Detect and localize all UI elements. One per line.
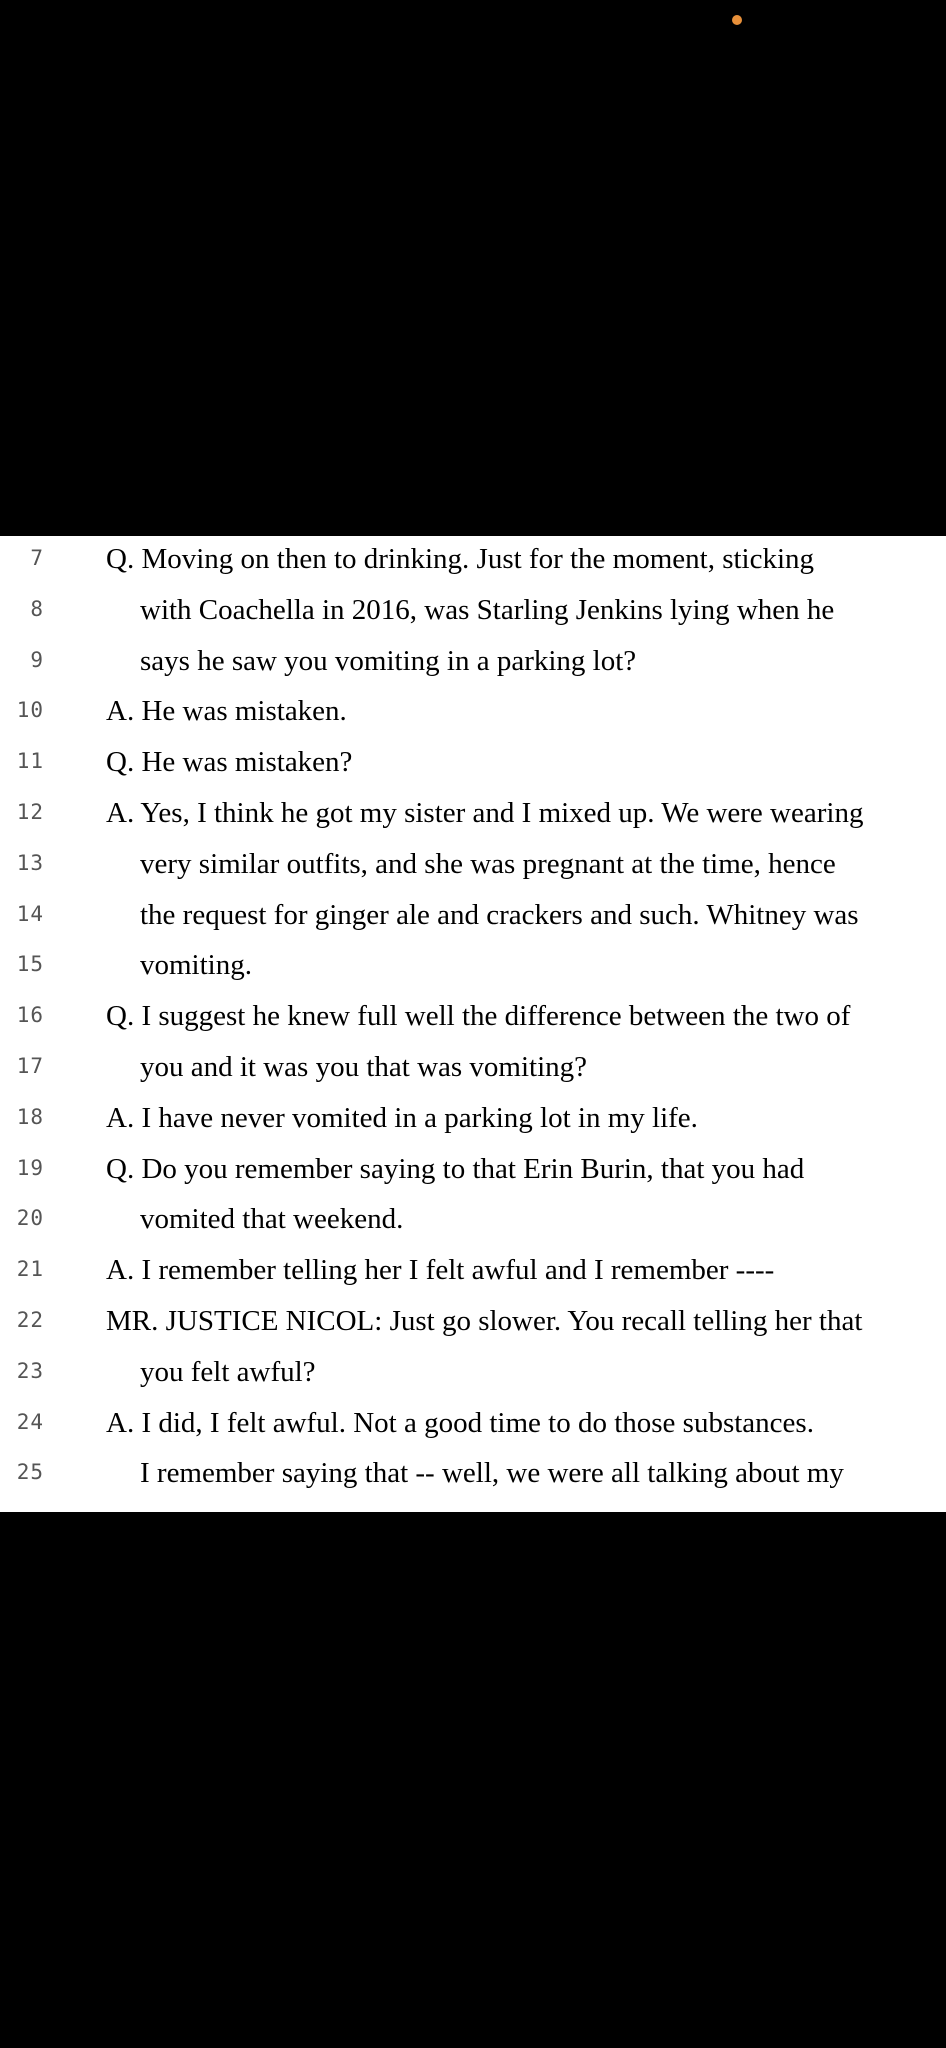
line-text: you and it was you that was vomiting? bbox=[140, 1051, 588, 1083]
line-number: 24 bbox=[16, 1409, 44, 1434]
transcript-line bbox=[0, 942, 946, 993]
transcript-line bbox=[0, 1196, 946, 1247]
line-text: A. He was mistaken. bbox=[106, 695, 347, 728]
transcript-line bbox=[0, 1095, 946, 1146]
line-number: 17 bbox=[16, 1054, 44, 1078]
line-number: 11 bbox=[16, 749, 44, 774]
transcript-line bbox=[0, 841, 946, 892]
line-number: 21 bbox=[16, 1257, 44, 1282]
line-text: you felt awful? bbox=[140, 1355, 316, 1388]
line-number: 16 bbox=[16, 1003, 44, 1028]
transcript-line bbox=[0, 1349, 946, 1400]
transcript-line bbox=[0, 739, 946, 790]
status-indicator-dot bbox=[732, 15, 742, 25]
transcript-line bbox=[0, 993, 946, 1044]
transcript-line bbox=[0, 1450, 946, 1501]
line-text: A. I remember telling her I felt awful and I remember ---- bbox=[106, 1254, 775, 1287]
transcript-line bbox=[0, 892, 946, 943]
line-text: Q. I suggest he knew full well the difference between the two of bbox=[106, 1000, 851, 1033]
transcript-line bbox=[0, 1146, 946, 1197]
transcript-line bbox=[0, 536, 946, 587]
line-number: 20 bbox=[16, 1206, 44, 1231]
transcript-line bbox=[0, 688, 946, 739]
transcript-line bbox=[0, 638, 946, 689]
line-text: A. I did, I felt awful. Not a good time to do those substances. bbox=[106, 1406, 814, 1439]
line-number: 23 bbox=[16, 1358, 44, 1383]
line-number: 19 bbox=[16, 1155, 44, 1180]
line-text: A. Yes, I think he got my sister and I mixed up. We were wearing bbox=[106, 797, 864, 829]
line-text: with Coachella in 2016, was Starling Jenkins lying when he bbox=[140, 593, 835, 626]
line-number: 15 bbox=[16, 952, 44, 977]
line-text: A. I have never vomited in a parking lot in my life. bbox=[106, 1101, 698, 1134]
line-number: 9 bbox=[30, 647, 44, 672]
transcript-line bbox=[0, 1044, 946, 1095]
line-number: 14 bbox=[16, 901, 44, 926]
transcript-line bbox=[0, 587, 946, 638]
line-number: 8 bbox=[30, 596, 44, 621]
transcript-page bbox=[0, 536, 946, 1512]
line-text: very similar outfits, and she was pregnant at the time, hence bbox=[140, 847, 836, 880]
line-text: the request for ginger ale and crackers and such. Whitney was bbox=[140, 898, 859, 931]
transcript-line bbox=[0, 790, 946, 841]
line-text: Q. Do you remember saying to that Erin Burin, that you had bbox=[106, 1152, 805, 1185]
line-number: 13 bbox=[16, 850, 44, 875]
line-text: I remember saying that -- well, we were all talking about my bbox=[140, 1457, 844, 1490]
line-number: 12 bbox=[16, 800, 44, 824]
line-number: 25 bbox=[16, 1460, 44, 1485]
transcript-line bbox=[0, 1400, 946, 1451]
line-number: 7 bbox=[30, 546, 44, 570]
transcript-line bbox=[0, 1247, 946, 1298]
line-text: Q. Moving on then to drinking. Just for the moment, sticking bbox=[106, 543, 815, 575]
line-text: vomiting. bbox=[140, 949, 252, 982]
line-text: says he saw you vomiting in a parking lot? bbox=[140, 644, 637, 677]
transcript-line bbox=[0, 1298, 946, 1349]
line-text: MR. JUSTICE NICOL: Just go slower. You recall telling her that bbox=[106, 1305, 863, 1337]
line-text: Q. He was mistaken? bbox=[106, 746, 353, 779]
line-number: 10 bbox=[16, 698, 44, 723]
line-number: 18 bbox=[16, 1104, 44, 1129]
line-number: 22 bbox=[16, 1308, 44, 1332]
line-text: vomited that weekend. bbox=[140, 1203, 404, 1236]
